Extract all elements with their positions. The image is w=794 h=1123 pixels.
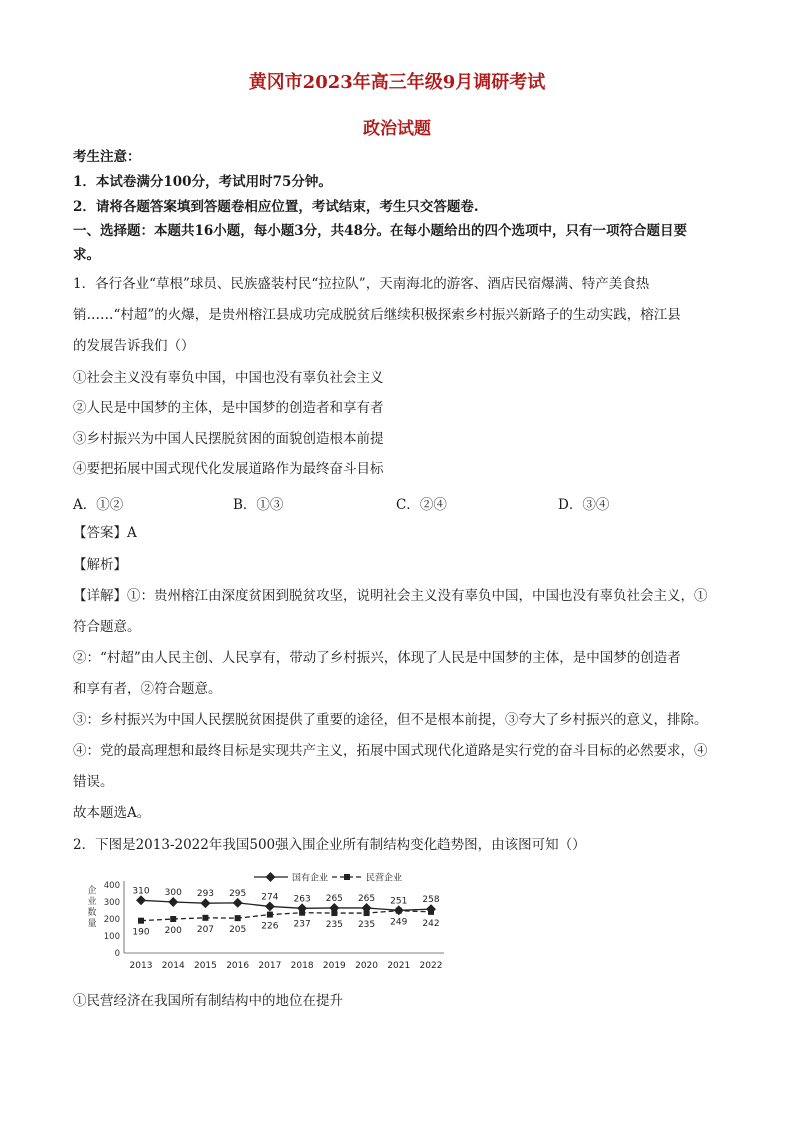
q1-detail-2a: ②：“村超”由人民主创、人民享有，带动了乡村振兴，体现了人民是中国梦的主体，是中国梦的创造者 [73, 650, 681, 666]
legend-marker-state [266, 872, 276, 882]
q2-statement-1: ①民营经济在我国所有制结构中的地位在提升 [73, 993, 343, 1009]
data-point-private [396, 908, 402, 914]
data-label-private: 190 [132, 927, 150, 938]
data-label-private: 200 [164, 926, 182, 936]
y-tick-label: 300 [103, 898, 120, 908]
y-axis-label-char: 业 [87, 897, 97, 907]
q1-option-a: A．①② [73, 497, 124, 513]
data-point-private [299, 910, 305, 916]
y-tick-label: 200 [103, 915, 120, 925]
q1-option-c: C．②④ [396, 497, 447, 513]
x-tick-label: 2016 [226, 961, 250, 971]
data-label-state: 295 [229, 888, 247, 899]
x-tick-label: 2021 [387, 961, 411, 971]
legend-marker-private [344, 874, 350, 880]
q2-stem: 2．下图是2013-2022年我国500强入围企业所有制结构变化趋势图，由该图可知（） [73, 837, 586, 853]
data-label-state: 251 [390, 896, 408, 907]
y-axis-label-char: 数 [87, 908, 97, 918]
y-tick-label: 0 [114, 949, 120, 959]
q1-statement-1: ①社会主义没有辜负中国，中国也没有辜负社会主义 [73, 370, 384, 386]
q1-detail-1b: 符合题意。 [73, 619, 141, 635]
data-point-private [235, 915, 241, 921]
data-label-state: 263 [293, 894, 311, 905]
section-heading-line2: 求。 [73, 247, 100, 263]
q1-detail-4a: ④：党的最高理想和最终目标是实现共产主义，拓展中国式现代化道路是实行党的奋斗目标的必然要求，④ [73, 743, 708, 759]
x-tick-label: 2020 [355, 961, 379, 971]
data-label-private: 242 [422, 918, 440, 929]
data-point-private [428, 909, 434, 915]
x-tick-label: 2019 [322, 961, 346, 971]
x-tick-label: 2013 [129, 961, 153, 971]
y-tick-label: 100 [103, 932, 120, 942]
data-label-private: 207 [196, 924, 215, 935]
data-point-private [138, 918, 144, 924]
y-axis-label-char: 量 [87, 919, 97, 929]
note-2: 2．请将各题答案填到答题卷相应位置，考试结束，考生只交答题卷. [73, 199, 479, 215]
q1-conclusion: 故本题选A。 [73, 805, 151, 821]
y-axis-label-char: 企 [87, 886, 97, 896]
notes-label: 考生注意： [73, 149, 141, 165]
note-1: 1．本试卷满分100分，考试用时75分钟。 [73, 174, 332, 190]
x-tick-label: 2014 [161, 961, 185, 971]
q1-statement-4: ④要把拓展中国式现代化发展道路作为最终奋斗目标 [73, 461, 384, 477]
q1-detail-2b: 和享有者，②符合题意。 [73, 681, 222, 697]
data-point-state [233, 898, 243, 908]
data-point-private [331, 910, 337, 916]
data-label-state: 310 [132, 886, 150, 897]
data-point-state [168, 897, 178, 907]
x-tick-label: 2017 [258, 961, 282, 971]
data-label-state: 265 [357, 893, 376, 904]
data-label-state: 274 [261, 892, 279, 903]
legend-label-private: 民营企业 [366, 873, 403, 884]
x-tick-label: 2015 [193, 961, 217, 971]
q1-option-d: D．③④ [558, 497, 610, 513]
data-point-private [170, 916, 176, 922]
data-label-state: 258 [422, 895, 440, 906]
series-line-private [141, 911, 431, 921]
exam-title: 黄冈市2023年高三年级9月调研考试 [248, 72, 546, 93]
y-tick-label: 400 [103, 881, 120, 891]
data-label-private: 205 [229, 925, 247, 936]
data-label-private: 235 [357, 920, 376, 931]
data-label-state: 265 [325, 893, 343, 904]
data-point-private [267, 912, 273, 918]
data-label-private: 249 [390, 917, 408, 928]
data-point-private [364, 910, 370, 916]
data-point-private [202, 915, 208, 921]
exam-subtitle: 政治试题 [363, 119, 431, 139]
q1-statement-3: ③乡村振兴为中国人民摆脱贫困的面貌创造根本前提 [73, 431, 384, 447]
x-tick-label: 2022 [419, 961, 443, 971]
q1-stem-line3: 的发展告诉我们（） [73, 338, 195, 354]
q1-stem-line1: 1．各行各业“草根”球员、民族盛装村民“拉拉队”，天南海北的游客、酒店民宿爆满、特产美食热 [73, 276, 650, 292]
data-point-state [136, 895, 146, 905]
series-line-state [141, 900, 431, 910]
data-label-state: 300 [164, 888, 182, 898]
data-label-state: 293 [196, 889, 215, 900]
q1-statement-2: ②人民是中国梦的主体，是中国梦的创造者和享有者 [73, 400, 384, 416]
q1-detail-3: ③：乡村振兴为中国人民摆脱贫困提供了重要的途径，但不是根本前提，③夸大了乡村振兴的意义，排除。 [73, 712, 708, 728]
data-label-private: 235 [325, 920, 343, 931]
q1-option-b: B．①③ [233, 497, 284, 513]
data-point-state [200, 898, 210, 908]
legend-label-state: 国有企业 [292, 873, 329, 884]
q1-stem-line2: 销……“村超”的火爆，是贵州榕江县成功完成脱贫后继续积极探索乡村振兴新路子的生动实践，榕江县 [73, 307, 681, 323]
q1-detail-1a: 【详解】①：贵州榕江由深度贫困到脱贫攻坚，说明社会主义没有辜负中国，中国也没有辜负社会主义，① [73, 588, 708, 604]
data-point-state [265, 901, 275, 911]
ownership-trend-chart [82, 867, 452, 977]
x-tick-label: 2018 [290, 961, 314, 971]
q1-detail-4b: 错误。 [73, 774, 114, 790]
q1-analysis-label: 【解析】 [73, 557, 127, 573]
data-label-private: 226 [261, 921, 279, 932]
section-heading-line1: 一、选择题：本题共16小题，每小题3分，共48分。在每小题给出的四个选项中，只有一项符合题目要 [73, 223, 687, 239]
data-label-private: 237 [293, 919, 311, 930]
q1-answer: 【答案】A [73, 525, 137, 541]
